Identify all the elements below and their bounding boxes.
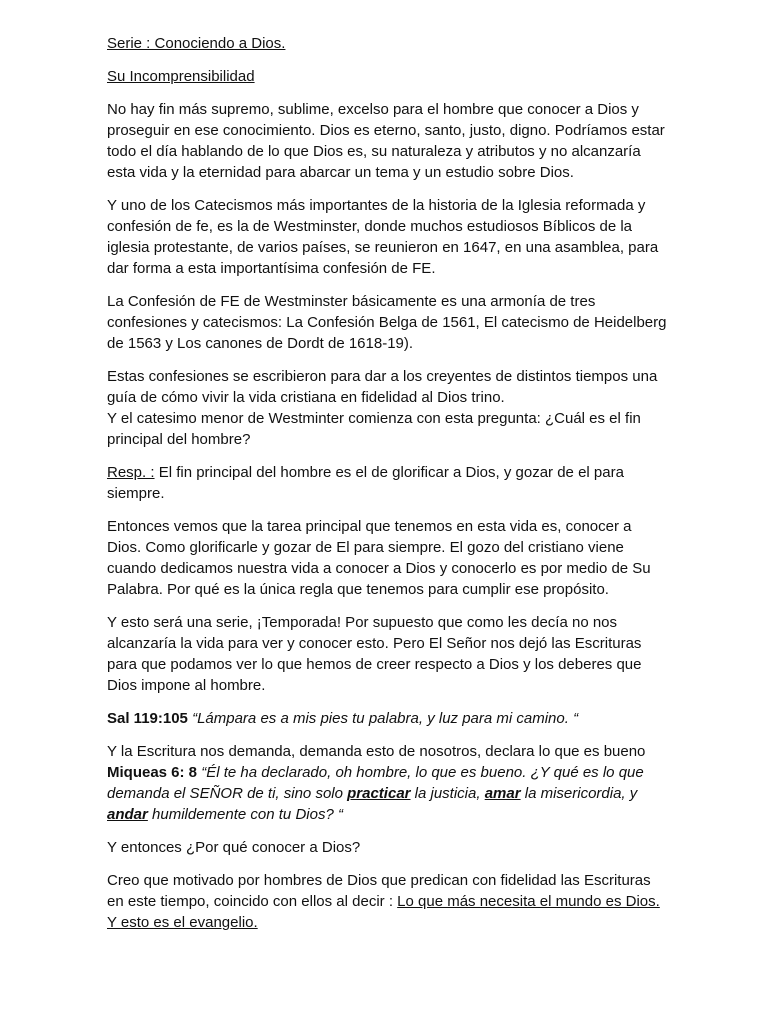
micah-quote-part-2: la justicia, xyxy=(410,785,485,802)
paragraph-conclusion xyxy=(107,870,668,933)
section-subtitle xyxy=(107,66,668,87)
paragraph-westminster: Y uno de los Catecismos más importantes de la historia de la Iglesia reformada y confesión de fe, es la de Westminster, donde muchos estudiosos Bíblicos de la iglesia protestante, de varios países, se reunieron en 1647, en una asamblea, para dar forma a esta importantísima confesión de FE. xyxy=(107,197,659,277)
paragraph-why-know-god: Y entonces ¿Por qué conocer a Dios? xyxy=(107,839,361,856)
paragraph-main-task: Entonces vemos que la tarea principal que tenemos en esta vida es, conocer a Dios. Como glorificarle y gozar de El para siempre. El gozo del cristiano viene cuando dedicamos nuestra vida a conocer a Dios y conocerlo es por medio de Su Palabra. Por qué es la única regla que tenemos para cumplir ese propósito. xyxy=(107,518,651,598)
micah-quote-part-3: la misericordia, y xyxy=(520,785,638,802)
psalm-verse xyxy=(107,708,668,729)
answer-text: El fin principal del hombre es el de glorificar a Dios, y gozar de el para siempre. xyxy=(107,464,624,502)
micah-intro: Y la Escritura nos demanda, demanda esto de nosotros, declara lo que es bueno xyxy=(107,743,646,760)
series-title xyxy=(107,33,668,54)
paragraph-series: Y esto será una serie, ¡Temporada! Por supuesto que como les decía no nos alcanzaría la vida para ver y conocer esto. Pero El Señor nos dejó las Escrituras para que podamos ver lo que hemos de creer respecto a Dios y los deberes que Dios impone al hombre. xyxy=(107,614,642,694)
catechism-question-line: Y el catesimo menor de Westminter comienza con esta pregunta: ¿Cuál es el fin principal del hombre? xyxy=(107,410,641,448)
psalm-reference: Sal 119:105 xyxy=(107,710,188,727)
paragraph-confessions-purpose xyxy=(107,366,668,450)
micah-word-practicar: practicar xyxy=(347,785,411,802)
conclusion-text: Creo que motivado por hombres de Dios que predican con fidelidad las Escrituras en este tiempo, coincido con ellos al decir : xyxy=(107,872,651,910)
conclusion-underlined: Lo que más necesita el mundo es Dios. Y esto es el evangelio. xyxy=(107,893,660,931)
micah-quote-part-1: “Él te ha declarado, oh hombre, lo que es bueno. ¿Y qué es lo que demanda el SEÑOR de ti, sino solo xyxy=(107,764,644,802)
section-subtitle-text: Su Incomprensibilidad xyxy=(107,68,255,85)
psalm-quote: “Lámpara es a mis pies tu palabra, y luz para mi camino. “ xyxy=(187,710,579,727)
micah-word-amar: amar xyxy=(484,785,521,802)
paragraph-confession-harmony: La Confesión de FE de Westminster básicamente es una armonía de tres confesiones y catecismos: La Confesión Belga de 1561, El catecismo de Heidelberg de 1563 y Los canones de Dordt de 1618-19). xyxy=(107,293,667,352)
confessions-purpose-line: Estas confesiones se escribieron para dar a los creyentes de distintos tiempos una guía de cómo vivir la vida cristiana en fidelidad al Dios trino. xyxy=(107,368,658,406)
micah-reference: Miqueas 6: 8 xyxy=(107,764,198,781)
micah-paragraph xyxy=(107,741,668,825)
micah-word-andar: andar xyxy=(107,806,148,823)
micah-quote-part-4: humildemente con tu Dios? “ xyxy=(147,806,343,823)
series-title-text: Serie : Conociendo a Dios. xyxy=(107,35,286,52)
paragraph-intro: No hay fin más supremo, sublime, excelso para el hombre que conocer a Dios y proseguir en ese conocimiento. Dios es eterno, santo, justo, digno. Podríamos estar todo el día hablando de lo que Dios es, su naturaleza y atributos y no alcanzaría esta vida y la eternidad para abarcar un tema y un estudio sobre Dios. xyxy=(107,101,665,181)
paragraph-answer xyxy=(107,462,668,504)
answer-label: Resp. : xyxy=(107,464,155,481)
